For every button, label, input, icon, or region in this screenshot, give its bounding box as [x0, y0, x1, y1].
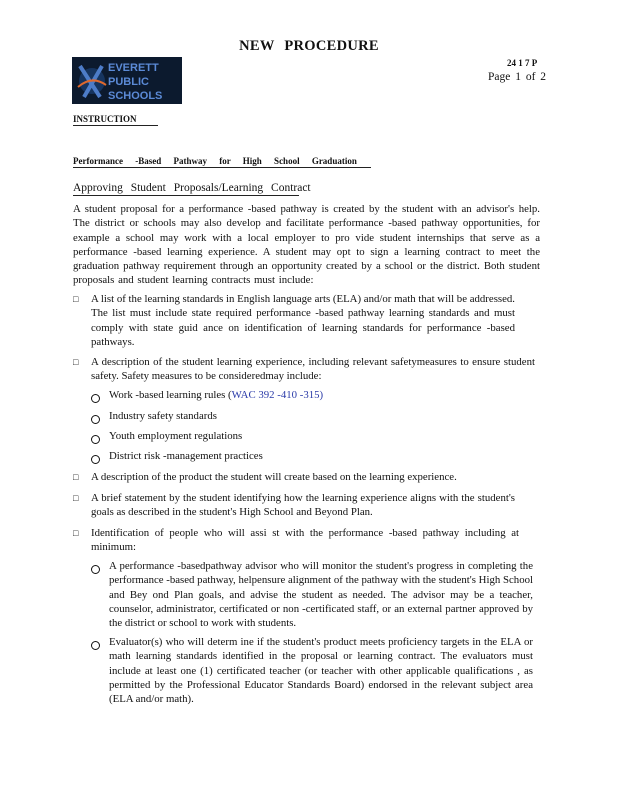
bullet-circle-icon [91, 641, 100, 650]
logo-text-1: EVERETT [108, 62, 159, 74]
section-underline [73, 125, 158, 126]
list-item: A description of the product the student will create based on the learning experience. [91, 471, 457, 483]
logo-text-3: SCHOOLS [108, 90, 163, 102]
list-item: Identification of people who will assi st with the performance -based pathway including at minimum: [91, 527, 519, 554]
bullet-circle-icon [91, 415, 100, 424]
list-item: Industry safety standards [109, 410, 217, 422]
list-item: A description of the student learning experience, including relevant safetymeasures to ensure student safety. Safety measures to be consideredmay include: [91, 356, 535, 383]
logo-text-2: PUBLIC [108, 76, 149, 88]
section-heading: Approving Student Proposals/Learning Contract [73, 182, 311, 194]
list-item: Youth employment regulations [109, 430, 243, 442]
logo-graphic [72, 57, 182, 104]
bullet-circle-icon [91, 394, 100, 403]
section-label: INSTRUCTION [73, 114, 137, 124]
list-item: A list of the learning standards in English language arts (ELA) and/or math that will be addressed. The list must include state required performance -based pathway learning standards and must comply with state guid ance on identification of learning standards for performance -based pathways. [91, 293, 515, 348]
bullet-square-icon: □ [73, 528, 79, 538]
procedure-code: 24 1 7 P [507, 58, 538, 68]
intro-paragraph: A student proposal for a performance -based pathway is created by the student with an advisor's help. The district or schools may also develop and facilitate performance -based pathway opportunities, for example a school may work with a local employer to pro vide student internships that serve as a performance -based learning experience. A student may opt to sign a learning contract to meet the graduation pathway requirement through an opportunity created by a school or the district. Both student proposals and student learning contracts must include: [73, 203, 540, 287]
district-logo [72, 57, 182, 104]
page-number: Page 1 of 2 [488, 71, 547, 83]
bullet-square-icon: □ [73, 294, 79, 304]
wac-link[interactable]: WAC 392 -410 -315 [231, 389, 320, 401]
document-title: NEW PROCEDURE [239, 38, 379, 54]
bullet-square-icon: □ [73, 493, 79, 503]
list-item: District risk -management practices [109, 450, 263, 462]
bullet-square-icon: □ [73, 357, 79, 367]
bullet-circle-icon [91, 455, 100, 464]
bullet-square-icon: □ [73, 472, 79, 482]
policy-underline [73, 167, 371, 168]
list-item: A performance -basedpathway advisor who will monitor the student's progress in completing the performance -based pathway, helpensure alignment of the pathway with the student's High School and Bey ond Plan goals, and advise the student as needed. The advisor may be a teacher, counselor, administrator, certificated or non -certificated staff, or an external partner approved by the district or school to work with students. [109, 560, 533, 630]
bullet-circle-icon [91, 565, 100, 574]
heading-underline [73, 195, 299, 196]
list-item: A brief statement by the student identifying how the learning experience aligns with the student's goals as described in the student's High School and Beyond Plan. [91, 492, 515, 519]
list-item: Work -based learning rules (WAC 392 -410 -315) [109, 389, 324, 401]
list-item: Evaluator(s) who will determ ine if the student's product meets proficiency targets in the ELA or math learning standards identified in the proposal or learning contract. The evaluators must include at least one (1) certificated teacher (or teacher with other applicable qualifications , as permitted by the Professional Educator Standards Board) endorsed in the relevant subject area (ELA and/or math). [109, 636, 533, 706]
bullet-circle-icon [91, 435, 100, 444]
policy-title: Performance -Based Pathway for High School Graduation [73, 156, 357, 166]
